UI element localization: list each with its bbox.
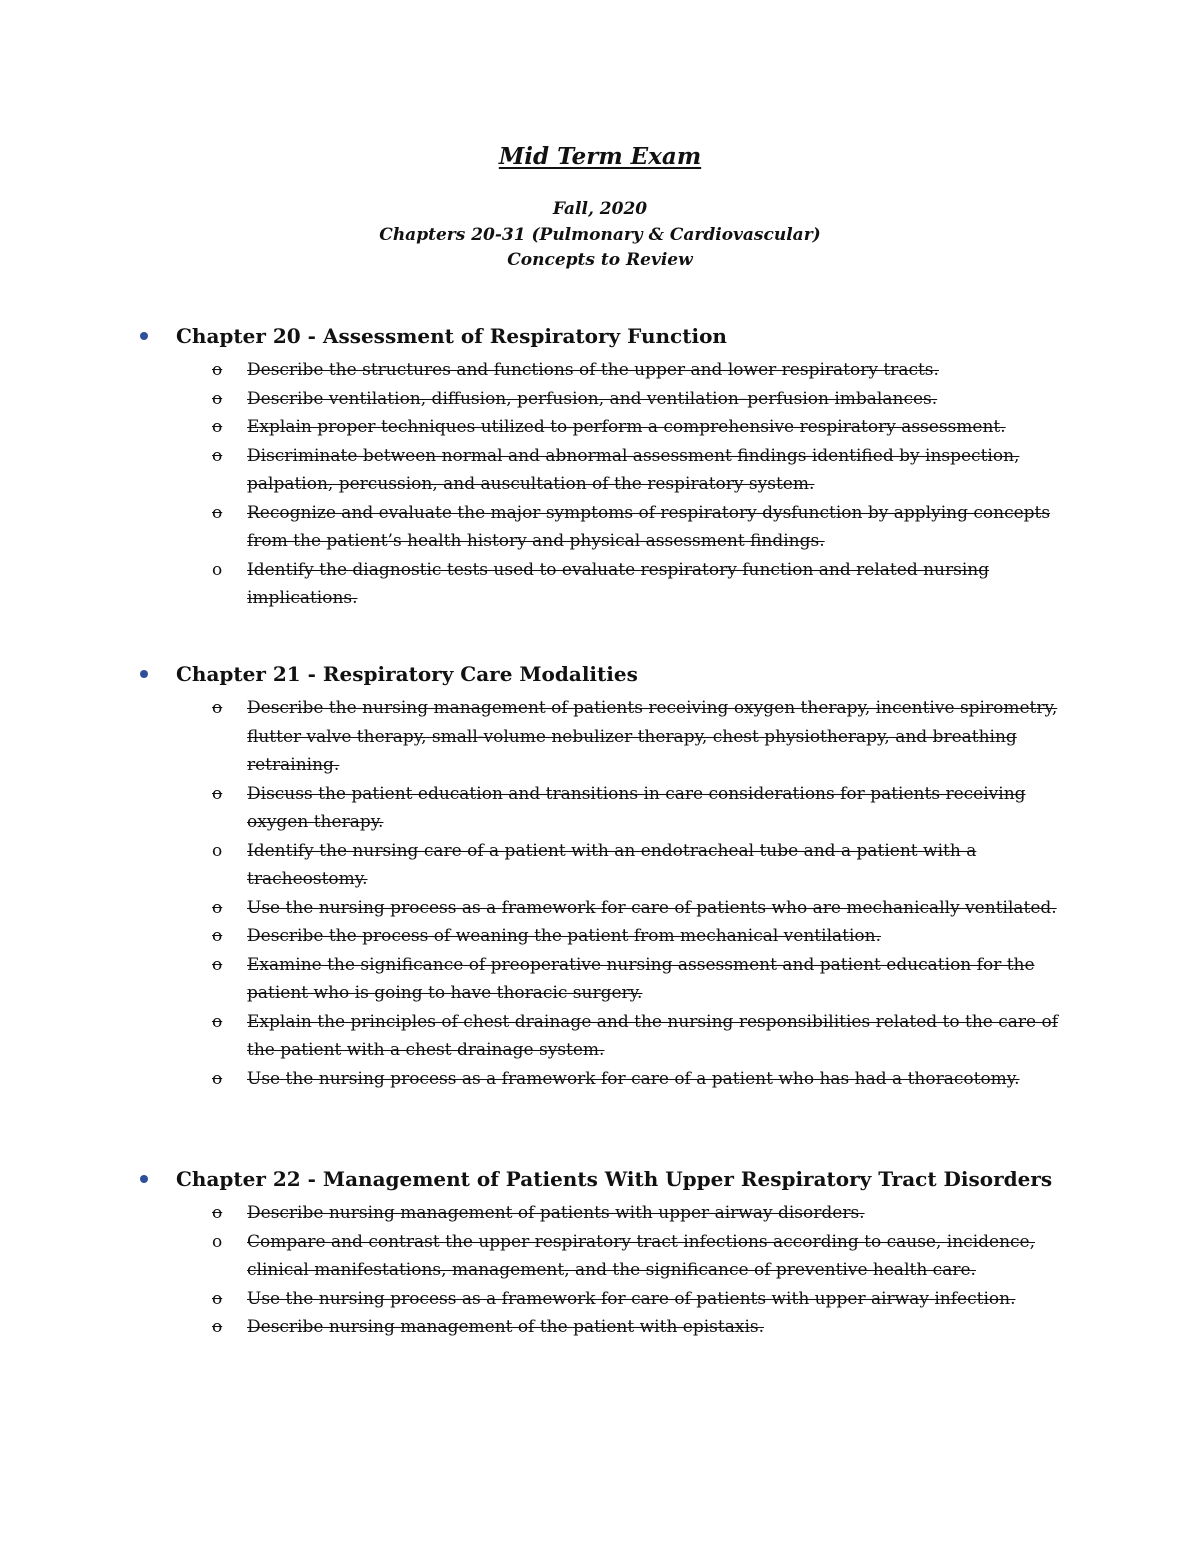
list-item: o Recognize and evaluate the major symptoms of respiratory dysfunction by applying concepts from the patient’s health history and physical assessment findings. [140, 499, 1080, 556]
list-item: o Discuss the patient education and transitions in care considerations for patients receiving oxygen therapy. [140, 780, 1080, 837]
hollow-bullet-icon: o [212, 445, 223, 466]
hollow-bullet-icon: o [212, 1288, 223, 1309]
list-item: o Examine the significance of preoperative nursing assessment and patient education for the patient who is going to have thoracic surgery. [140, 951, 1080, 1008]
bullet-icon [140, 1175, 148, 1183]
hollow-bullet-icon: o [212, 1203, 223, 1223]
list-item: o Discriminate between normal and abnormal assessment findings identified by inspection, palpation, percussion, and auscultation of the respiratory system. [140, 442, 1080, 499]
chapter-title: Chapter 22 - Management of Patients With Upper Respiratory Tract Disorders [176, 1167, 1053, 1191]
hollow-bullet-icon: o [212, 1068, 223, 1089]
list-item: o Describe nursing management of the patient with epistaxis. [140, 1313, 1080, 1342]
hollow-bullet-icon: o [212, 897, 223, 918]
list-item: o Identify the nursing care of a patient with an endotracheal tube and a patient with a tracheostomy. [140, 837, 1080, 894]
hollow-bullet-icon: o [212, 783, 223, 804]
chapter-heading [140, 659, 1080, 689]
hollow-bullet-icon: o [212, 388, 223, 409]
hollow-bullet-icon: o [212, 698, 223, 718]
chapter-title: Chapter 20 - Assessment of Respiratory Function [176, 324, 727, 348]
list-item: o Use the nursing process as a framework for care of patients who are mechanically ventilated. [140, 894, 1080, 923]
list-item: o Describe nursing management of patients with upper airway disorders. [140, 1199, 1080, 1228]
bullet-icon [140, 670, 148, 678]
hollow-bullet-icon: o [212, 1011, 223, 1032]
list-item: o Identify the diagnostic tests used to evaluate respiratory function and related nursing implications. [140, 556, 1080, 613]
hollow-bullet-icon: o [212, 559, 223, 580]
concepts-subtitle: Concepts to Review [507, 250, 693, 270]
hollow-bullet-icon: o [212, 1317, 223, 1337]
list-item: o Explain proper techniques utilized to perform a comprehensive respiratory assessment. [140, 413, 1080, 442]
objective-list [140, 694, 1080, 1093]
hollow-bullet-icon: o [212, 417, 223, 437]
list-item: o Describe the structures and functions of the upper and lower respiratory tracts. [140, 356, 1080, 385]
hollow-bullet-icon: o [212, 1231, 223, 1252]
objective-list [140, 1199, 1080, 1342]
chapter-heading [140, 1164, 1080, 1194]
list-item: o Use the nursing process as a framework for care of a patient who has had a thoracotomy. [140, 1065, 1080, 1094]
hollow-bullet-icon: o [212, 926, 223, 946]
list-item: o Explain the principles of chest drainage and the nursing responsibilities related to the care of the patient with a chest drainage system. [140, 1008, 1080, 1065]
list-item: o Describe the nursing management of patients receiving oxygen therapy, incentive spirometry, flutter valve therapy, small-volume nebulizer therapy, chest physiotherapy, and breathing retraining. [140, 694, 1080, 780]
chapters-range-subtitle: Chapters 20-31 (Pulmonary & Cardiovascular) [379, 225, 821, 245]
hollow-bullet-icon: o [212, 360, 223, 380]
list-item: o Describe the process of weaning the patient from mechanical ventilation. [140, 922, 1080, 951]
hollow-bullet-icon: o [212, 502, 223, 523]
chapter-section [140, 659, 1080, 1093]
chapter-section [140, 321, 1080, 613]
term-subtitle: Fall, 2020 [552, 199, 648, 219]
chapter-heading [140, 321, 1080, 351]
bullet-icon [140, 332, 148, 340]
chapter-title: Chapter 21 - Respiratory Care Modalities [176, 662, 638, 686]
list-item: o Describe ventilation, diffusion, perfusion, and ventilation–perfusion imbalances. [140, 385, 1080, 414]
page-title: Mid Term Exam [498, 143, 702, 170]
hollow-bullet-icon: o [212, 954, 223, 975]
list-item: o Compare and contrast the upper respiratory tract infections according to cause, incidence, clinical manifestations, management, and the significance of preventive health care. [140, 1228, 1080, 1285]
hollow-bullet-icon: o [212, 840, 223, 861]
objective-list [140, 356, 1080, 613]
list-item: o Use the nursing process as a framework for care of patients with upper airway infection. [140, 1285, 1080, 1314]
chapter-section [140, 1164, 1080, 1342]
